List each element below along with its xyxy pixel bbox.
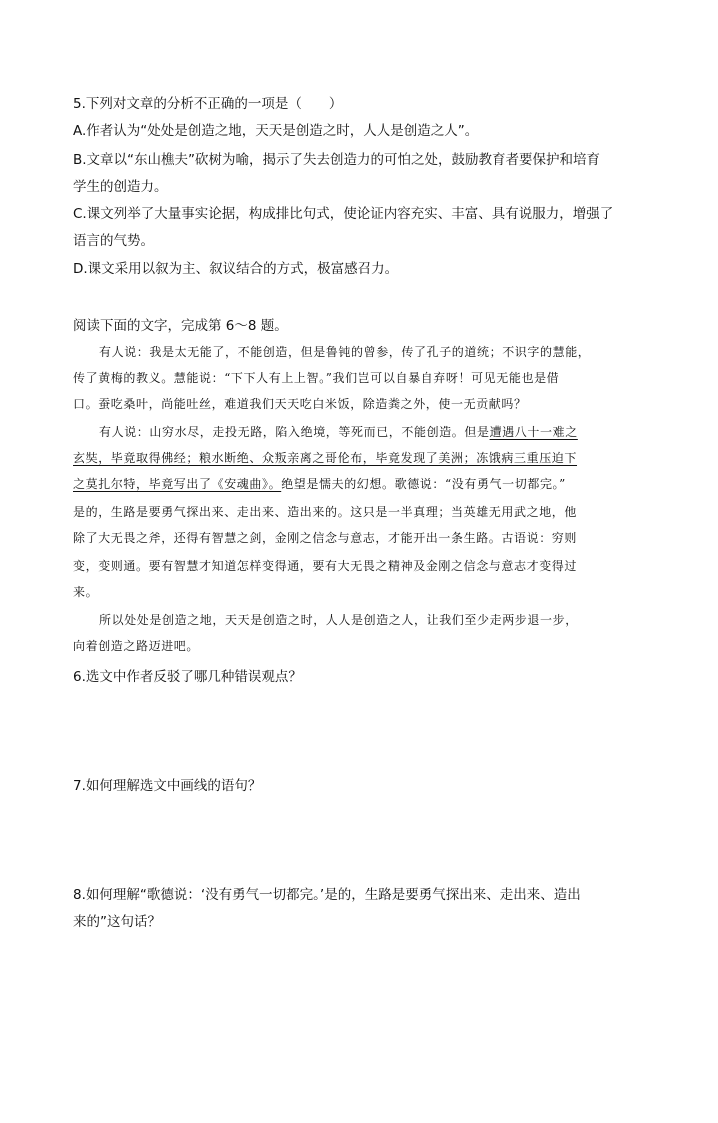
question-5-option-c-line1: C.课文列举了大量事实论据，构成排比句式，使论证内容充实、丰富、具有说服力，增强了 [73, 206, 614, 222]
passage-p3-line1: 所以处处是创造之地，天天是创造之时，人人是创造之人，让我们至少走两步退一步， [99, 613, 578, 627]
question-5-option-b-line2: 学生的创造力。 [73, 179, 168, 195]
passage-p2-line5: 除了大无畏之斧，还得有智慧之剑，金刚之信念与意志，才能开出一条生路。古语说：穷则 [73, 531, 578, 545]
question-6: 6.选文中作者反驳了哪几种错误观点？ [73, 669, 302, 685]
reading-instruction: 阅读下面的文字，完成第 6～8 题。 [73, 318, 288, 334]
passage-p2-line1: 有人说：山穷水尽，走投无路，陷入绝境，等死而已，不能创造。但是遭遇八十一难之 [99, 425, 578, 439]
question-5-option-b-line1: B.文章以“东山樵夫”砍树为喻，揭示了失去创造力的可怕之处，鼓励教育者要保护和培育 [73, 152, 601, 168]
passage-p2-line2 [73, 449, 653, 467]
question-5-stem: 5.下列对文章的分析不正确的一项是（ ） [73, 96, 343, 112]
passage-p2-line6: 变，变则通。要有智慧才知道怎样变得通，要有大无畏之精神及金刚之信念与意志才变得过 [73, 559, 578, 573]
passage-p1-line2: 传了黄梅的教义。慧能说：“下下人有上上智。”我们岂可以自暴自弃呀！可见无能也是借 [73, 371, 560, 385]
passage-p2-line4: 是的，生路是要勇气探出来、走出来、造出来的。这只是一半真理；当英雄无用武之地，他 [73, 505, 578, 519]
question-5-option-d: D.课文采用以叙为主、叙议结合的方式，极富感召力。 [73, 261, 399, 277]
question-8-line1: 8.如何理解“歌德说：‘没有勇气一切都完。’是的，生路是要勇气探出来、走出来、造出 [73, 887, 581, 903]
question-7: 7.如何理解选文中画线的语句？ [73, 778, 262, 794]
passage-p2-line3: 之莫扎尔特，毕竟写出了《安魂曲》。绝望是懦夫的幻想。歌德说：“没有勇气一切都完。” [73, 477, 566, 491]
underlined-sentence: 遭遇八十一难之 [489, 425, 578, 439]
passage-p3-line2: 向着创造之路迈进吧。 [73, 639, 200, 653]
passage-p1-line1: 有人说：我是太无能了，不能创造，但是鲁钝的曾参，传了孔子的道统；不识字的慧能， [99, 345, 591, 359]
passage-p2-line7: 来。 [73, 585, 99, 599]
passage-p1-line3: 口。蚕吃桑叶，尚能吐丝，难道我们天天吃白米饭，除造粪之外，使一无贡献吗？ [73, 397, 527, 411]
question-5-option-a: A.作者认为“处处是创造之地，天天是创造之时，人人是创造之人”。 [73, 123, 479, 139]
underlined-sentence: 玄奘，毕竟取得佛经；粮水断绝、众叛亲离之哥伦布，毕竟发现了美洲；冻饿病三重压迫下 [73, 451, 578, 465]
underlined-sentence: 之莫扎尔特，毕竟写出了《安魂曲》。 [73, 477, 282, 491]
question-5-option-c-line2: 语言的气势。 [73, 233, 154, 249]
question-8-line2: 来的”这句话？ [73, 914, 161, 930]
